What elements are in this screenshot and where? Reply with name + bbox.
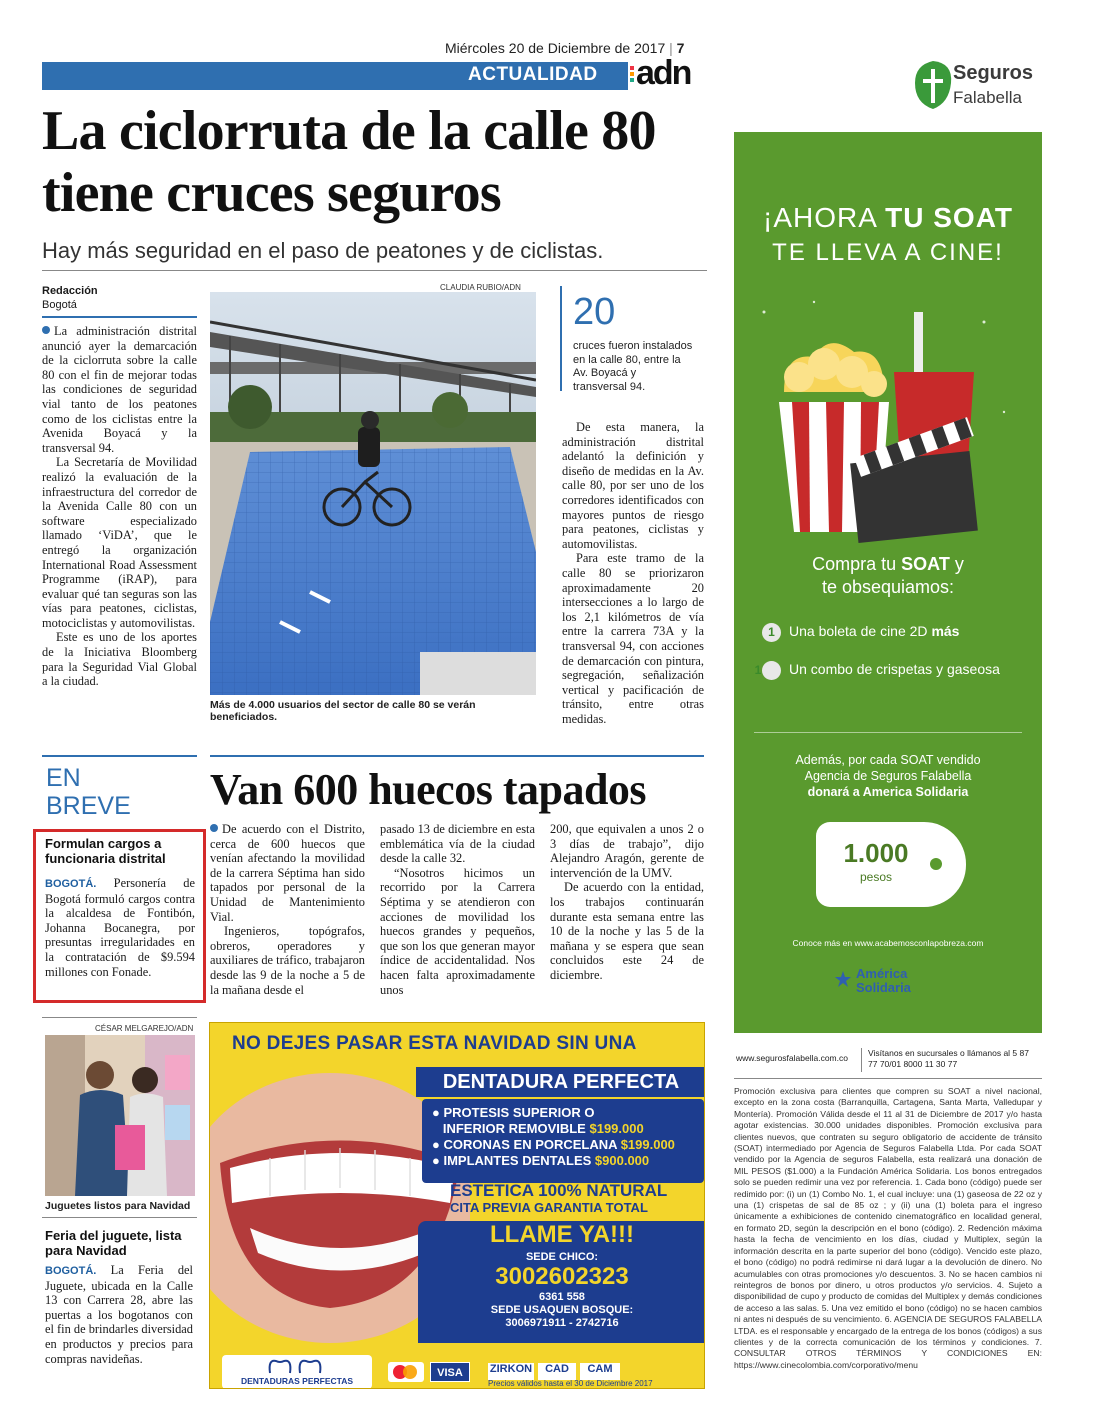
popcorn-image: [754, 292, 1024, 552]
star-icon: [834, 970, 852, 988]
number-1-icon: 1: [762, 661, 781, 680]
photo-caption: Juguetes listos para Navidad: [45, 1200, 191, 1212]
section-label: ACTUALIDAD: [468, 64, 598, 85]
byline: Redacción: [42, 285, 98, 297]
brief-item-text: BOGOTÁ. Personería de Bogotá formuló cargos contra la alcaldesa de Fontibón, Johanna Bocanegra, por presuntas irregularidades en la contratación de $9.594 millones con Fonade.: [45, 876, 195, 979]
divider: [210, 755, 704, 757]
brand-name: Falabella: [953, 88, 1022, 107]
brief-item-text: BOGOTÁ. La Feria del Juguete, ubicada en la Calle 13 con Carrera 28, abre las puertas a los bogotanos con el fin de brindarles diversidad en productos y precios para compras navideñas.: [45, 1263, 193, 1366]
ad-contact: Visítanos en sucursales o llámanos al 5 87 77 70/01 8000 11 30 77: [868, 1048, 1029, 1069]
divider: [42, 755, 197, 757]
ad-product: DENTADURA PERFECTA: [416, 1067, 705, 1097]
divider: [42, 1217, 197, 1218]
ad-gift: 1 Una boleta de cine 2D más: [762, 623, 1032, 642]
ad-price-item: ● PROTESIS SUPERIOR O: [432, 1105, 595, 1120]
article-column-3: De esta manera, la administración distrital adelantó la definición y diseño de medidas en la Av. calle 80, por ser uno de los corredores identificados con mayores puntos de riesgo para peatones, ciclistas y automovilistas. Para este tramo de la calle 80 se priorizaron aproximadamente 20 intersecciones a lo largo de los 2,1 kilómetros de vía entre la carrera 73A y la transversal 94, con acciones de demarcación con pintura, segregación, señalización vertical y pacificación de tránsito, entre otras medidas.: [562, 420, 704, 726]
divider: [42, 270, 707, 271]
brief-label: EN BREVE: [46, 764, 131, 820]
bullet-icon: [42, 326, 50, 334]
mastercard-icon: [388, 1362, 424, 1382]
soat-ad[interactable]: [734, 132, 1042, 1033]
brief-photo: [45, 1035, 195, 1196]
ad-headline: TE LLEVA A CINE!: [772, 239, 1004, 266]
ad-phone[interactable]: 3002602323: [495, 1263, 629, 1290]
tooth-icon: [266, 1357, 328, 1375]
divider: [754, 732, 1022, 733]
headline: La ciclorruta de la calle 80 tiene cruces seguros: [42, 100, 656, 224]
photo-credit: CLAUDIA RUBIO/ADN: [440, 283, 521, 292]
ad-phone[interactable]: 6361 558: [539, 1291, 585, 1303]
ad-link[interactable]: Conoce más en www.acabemosconlapobreza.com: [792, 938, 984, 948]
ad-donation: Además, por cada SOAT vendido Agencia de Seguros Falabella donará a America Solidaria: [795, 753, 981, 799]
divider: [734, 1078, 1042, 1079]
photo-caption: Más de 4.000 usuarios del sector de calle 80 se verán beneficiados.: [210, 699, 476, 723]
number-1-icon: 1: [762, 623, 781, 642]
article-photo: [210, 292, 536, 695]
bullet-icon: [210, 824, 218, 832]
article-column-2: pasado 13 de diciembre en esta emblemática vía de la ciudad desde la calle 32. “Nosotros hicimos un recorrido por la Carrera Séptima y se atendieron con acciones de movilidad los huecos grandes y pequeños, que son los que generan mayor índice de accidentalidad. Nos hacen falta aproximadamente unos: [380, 822, 535, 997]
brand-name: Seguros: [953, 62, 1034, 84]
ad-price-item: ● CORONAS EN PORCELANA $199.000: [432, 1137, 675, 1152]
byline-location: Bogotá: [42, 299, 77, 311]
ad-call: LLAME YA!!!: [490, 1221, 634, 1248]
ad-line: ESTETICA 100% NATURAL: [450, 1181, 668, 1200]
dental-ad[interactable]: [209, 1022, 705, 1389]
divider: [42, 1017, 197, 1018]
partner-logo: América Solidaria: [856, 966, 911, 995]
ad-sede: SEDE CHICO:: [525, 1251, 599, 1263]
ad-tech: ZIRKON: [488, 1363, 534, 1380]
ad-price-item: INFERIOR REMOVIBLE $199.000: [442, 1121, 644, 1136]
ad-sede: SEDE USAQUEN BOSQUE:: [490, 1304, 634, 1316]
ad-price-item: ● IMPLANTES DENTALES $900.000: [432, 1153, 650, 1168]
ad-logo: DENTADURAS PERFECTAS: [222, 1355, 372, 1389]
article-title: Van 600 huecos tapados: [210, 765, 647, 814]
stat-rule: [560, 286, 562, 391]
stat-text: cruces fueron instalados en la calle 80, entre la Av. Boyacá y transversal 94.: [573, 340, 693, 393]
article-column-1: De acuerdo con el Distrito, cerca de 600 huecos que venían afectando la movilidad de la carrera Séptima han sido tapados por personal de la Unidad de Mantenimiento Vial. Ingenieros, topógrafos, obreros, operadores y auxiliares de tráfico, trabajaron desde las 9 de la noche a 5 de la mañana desde el: [210, 822, 365, 997]
ad-price-list: [422, 1099, 704, 1183]
ad-gift: 1 Un combo de crispetas y gaseosa: [762, 660, 1022, 680]
ad-headline: NO DEJES PASAR ESTA NAVIDAD SIN UNA: [232, 1033, 637, 1054]
ad-tech: CAM: [580, 1363, 620, 1380]
stat-number: 20: [573, 291, 616, 333]
ad-headline: ¡AHORA TU SOAT: [763, 202, 1013, 233]
section-bar: [42, 62, 704, 90]
ad-tech: CAD: [538, 1363, 576, 1380]
brief-item-title: Feria del juguete, lista para Navidad: [45, 1228, 182, 1258]
brand-logo: adn: [628, 58, 706, 94]
article-column-1: La administración distrital anunció ayer la demarcación de la ciclorruta sobre la calle 80 con el fin de mejorar todas las condiciones de seguridad vial tanto de los peatones como de los ciclistas entre la Avenida Boyacá y la transversal 94. La Secretaría de Movilidad realizó la evaluación de la infraestructura del corredor de la Avenida Calle 80 con un software especializado llamado ‘ViDA’, que le entregó la organización International Road Assessment Programme (iRAP), para evaluar qué tan seguras son las vías para peatones, ciclistas, motociclistas y automovilistas. Este es uno de los aportes de la Iniciativa Bloomberg para la Seguridad Vial Global a la ciudad.: [42, 324, 197, 689]
article-column-3: 200, que equivalen a unos 2 o 3 días de trabajo”, dijo Alejandro Aragón, gerente de intervención de la UMV. De acuerdo con la entidad, los trabajos continuarán durante esta semana entre las 10 de la noche y las 5 de la mañana y se espera que sean concluidos este 24 de diciembre.: [550, 822, 704, 982]
falabella-logo-icon: [911, 59, 955, 111]
ad-terms: Promoción exclusiva para clientes que compren su SOAT a nivel nacional, excepto en la zona costa (Barranquilla, Cartagena, Santa Marta, Valledupar y Montería). Promoción Válida desde el 11 al 31 de Diciembre de 2017 y/o hasta agotar existencias. 30.000 unidades disponibles. Promoción exclusiva para clientes nuevos, que contraten su seguro obligatorio de accidente de tránsito (SOAT) intermediado por Agencia de Seguros Falabella Ltda. Por cada SOAT vendido por la Agencia de seguros Falabella, esta realizará una donación de MIL PESOS ($1.000) a la Fundación América Solidaria. Los bonos entregados solo se pueden redimir una vez por referencia. 1. Cada bono (código) puede ser redimido por: (i) un (1) Combo No. 1, el cual incluye: una (1) gaseosa de 22 oz y una (1) crispetas de sal de 85 oz ; y (ii) una (1) boleta para el ingreso únicamente a exhibiciones de contenido cinematográfico en localidad general, en formato 2D, según la descripción en el bono (código). 2. Redención máxima hasta la fecha de vencimiento en los días, ciudad y Multiplex, según la información descrita en la parte superior del bono (código). Vencido este plazo, el bono (código) no podrá redimirse ni dará lugar a la devolución de dinero. No acumulables con otras promociones y/o descuentos. 3. No se hacen cambios ni reintegros de bonos por dinero, u otros productos y/o servicios. 4. Sujeto a disponibilidad de cupo y producto de comidas del Multiplex y demás condiciones de acceso a las salas. 5. Una vez emitido el bono (código) no se hacen cambios ni antes ni después de su vencimiento. 6. AGENCIA DE SEGUROS FALABELLA LTDA. es el responsable y encargado de la entrega de los bonos (códigos) a sus clientes y de la correcta comunicación de los términos y condiciones. 7. CONSULTAR OTROS TÉRMINOS Y CONDICIONES EN: https://www.cinecolombia.com/corporativo/menu: [734, 1086, 1042, 1370]
page-date: Miércoles 20 de Diciembre de 2017 | 7: [445, 40, 685, 56]
ad-offer: Compra tu SOAT y te obsequiamos:: [812, 554, 964, 597]
ad-url[interactable]: www.segurosfalabella.com.co: [736, 1053, 848, 1063]
ad-phone[interactable]: 3006971911 - 2742716: [505, 1317, 619, 1329]
price-tag: 1.000 pesos: [816, 822, 966, 907]
ad-validity: Precios válidos hasta el 30 de Diciembre 2017: [488, 1379, 653, 1388]
page-number: 7: [676, 40, 685, 56]
divider: [861, 1048, 862, 1072]
photo-credit: CÉSAR MELGAREJO/ADN: [95, 1024, 194, 1033]
ad-line: CITA PREVIA GARANTIA TOTAL: [450, 1200, 648, 1215]
subheadline: Hay más seguridad en el paso de peatones y de ciclistas.: [42, 238, 604, 263]
brief-item-title: Formulan cargos a funcionaria distrital: [45, 836, 166, 866]
divider: [42, 316, 197, 318]
visa-icon: VISA: [430, 1362, 470, 1382]
